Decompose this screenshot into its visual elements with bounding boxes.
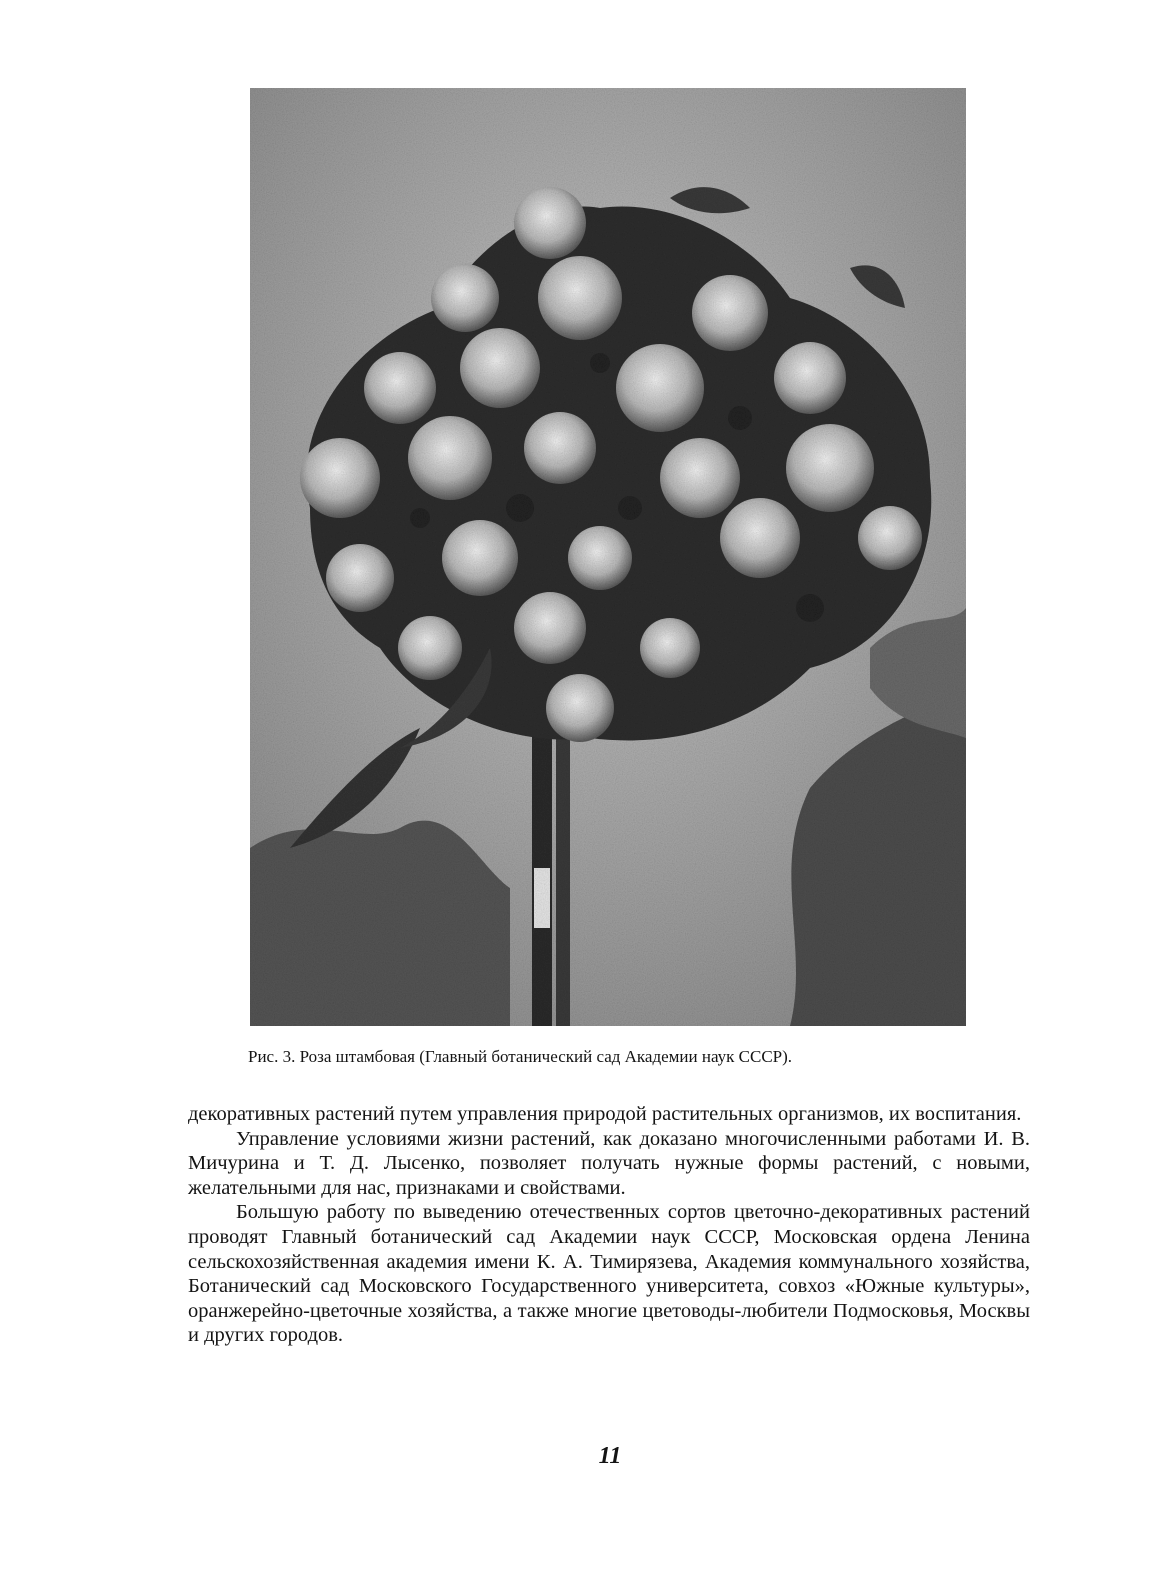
- paragraph-breeding-work: Большую работу по выведению отечественных сортов цветочно-декоративных растений проводят Главный ботанический сад Академии наук СССР, Московская ордена Ленина сельскохозяйственная академия имени К. А. Тимирязева, Академия коммунального хозяйства, Ботанический сад Московского Государственного университета, совхоз «Южные культуры», оранжерейно-цветочные хозяйства, а также многие цветоводы-любители Подмосковья, Москвы и других городов.: [188, 1201, 1030, 1347]
- figure-caption: Рис. 3. Роза штамбовая (Главный ботанический сад Академии наук СССР).: [248, 1047, 793, 1066]
- rose-photograph: [250, 88, 966, 1026]
- paragraph-continuation: декоративных растений путем управления природой растительных организмов, их воспитания.: [188, 1103, 1022, 1125]
- body-text: [188, 1102, 1030, 1348]
- page-number: 11: [598, 1443, 622, 1469]
- paragraph-management: Управление условиями жизни растений, как доказано многочисленными работами И. В. Мичурина и Т. Д. Лысенко, позволяет получать нужные формы растений, с новыми, желательными для нас, признаками и свойствами.: [188, 1127, 1030, 1199]
